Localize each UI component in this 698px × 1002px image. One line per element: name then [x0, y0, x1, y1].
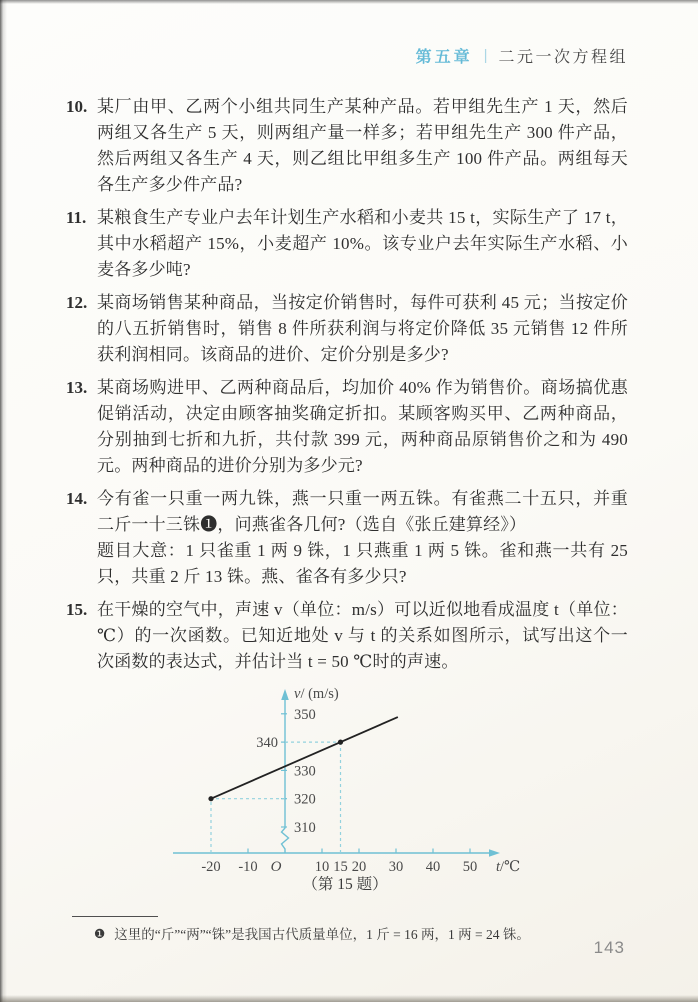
problem-paragraph: 今有雀一只重一两九铢，燕一只重一两五铢。有雀燕二十五只，并重二斤一十三铢❶，问燕雀各几何?（选自《张丘建算经》） — [97, 489, 628, 534]
x-tick-label: 50 — [462, 859, 478, 875]
problem-text — [97, 375, 628, 479]
origin-label: O — [270, 859, 282, 875]
chart-caption: （第 15 题） — [302, 876, 388, 893]
y-axis-label: v/ (m/s) — [294, 686, 339, 702]
data-point — [338, 740, 343, 745]
problem-text — [97, 597, 628, 675]
problem-number: 12. — [66, 293, 88, 312]
x-tick-label: 30 — [388, 859, 404, 875]
scan-edge-left — [0, 0, 7, 1002]
problem-item — [66, 94, 628, 198]
x-tick-label: 40 — [425, 859, 441, 875]
x-axis-arrow-icon — [489, 849, 500, 857]
problem-item — [66, 486, 628, 590]
problem-text — [97, 486, 628, 590]
problem-paragraph: 某商场销售某种商品，当按定价销售时，每件可获利 45 元；当按定价的八五折销售时，销售 8 件所获利润与将定价降低 35 元销售 12 件所获利润相同。该商品的进价、定价分别是多少? — [97, 293, 628, 364]
problem-number: 13. — [66, 378, 88, 397]
problem-text — [97, 205, 628, 283]
problem-number: 11. — [66, 208, 87, 227]
problem-list-area — [66, 94, 628, 944]
speed-temperature-graph — [155, 682, 595, 902]
chapter-title: 二元一次方程组 — [498, 49, 628, 66]
y-tick-label: 340 — [256, 735, 278, 752]
problem-number: 10. — [66, 97, 88, 116]
data-point — [208, 796, 213, 801]
footnote-line — [66, 925, 628, 944]
problem-number: 15. — [66, 600, 88, 619]
scan-edge-bottom — [0, 995, 698, 1002]
problem-item — [66, 205, 628, 283]
problem-paragraph: 某商场购进甲、乙两种商品后，均加价 40% 作为销售价。商场搞优惠促销活动，决定由顾客抽奖确定折扣。某顾客购买甲、乙两种商品，分别抽到七折和九折，共付款 399 元，两种商品原销售价之和为 490 元。两种商品的进价分别为多少元? — [97, 378, 628, 475]
function-line — [211, 717, 398, 799]
footnote — [66, 916, 628, 944]
y-tick-label: 330 — [294, 763, 316, 780]
x-tick-label: -20 — [201, 859, 221, 875]
problem-item — [66, 597, 628, 675]
x-tick-label: 20 — [351, 859, 367, 875]
y-tick-label: 350 — [294, 706, 316, 723]
y-axis — [282, 698, 289, 853]
footnote-rule — [72, 916, 158, 917]
problem-paragraph: 某粮食生产专业户去年计划生产水稻和小麦共 15 t，实际生产了 17 t，其中水稻超产 15%，小麦超产 10%。该专业户去年实际生产水稻、小麦各多少吨? — [97, 208, 628, 279]
problem-item — [66, 375, 628, 479]
footnote-marker-icon: ❶ — [94, 927, 106, 941]
problem-paragraph: 题目大意：1 只雀重 1 两 9 铢，1 只燕重 1 两 5 铢。雀和燕一共有 25 只，共重 2 斤 13 铢。燕、雀各有多少只? — [97, 541, 628, 586]
problem-text — [97, 94, 628, 198]
y-tick-label: 320 — [294, 791, 316, 808]
x-axis-label: t/℃ — [496, 859, 521, 875]
y-tick-label: 310 — [294, 820, 316, 836]
problem-list — [66, 94, 628, 675]
problem-paragraph: 某厂由甲、乙两个小组共同生产某种产品。若甲组先生产 1 天，然后两组又各生产 5 天，则两组产量一样多；若甲组先生产 300 件产品，然后两组又各生产 4 天，则乙组比甲组多生产 100 件产品。两组每天各生产多少件产品? — [97, 97, 628, 194]
scan-edge-top — [0, 0, 698, 4]
problem-text — [97, 290, 628, 368]
running-head — [416, 44, 628, 67]
x-tick-label: 15 — [333, 859, 348, 875]
page-number: 143 — [593, 938, 625, 957]
header-divider: | — [483, 47, 488, 64]
footnote-text: 这里的“斤”“两”“铢”是我国古代质量单位，1 斤 = 16 两，1 两 = 24 铢。 — [114, 927, 530, 942]
problem-number: 14. — [66, 489, 88, 508]
y-axis-arrow-icon — [281, 689, 289, 700]
chart-figure — [155, 682, 595, 902]
problem-item — [66, 290, 628, 368]
x-tick-label: -10 — [238, 859, 258, 875]
x-tick-label: 10 — [314, 859, 330, 875]
problem-paragraph: 在干燥的空气中，声速 v（单位：m/s）可以近似地看成温度 t（单位：℃）的一次函数。已知近地处 v 与 t 的关系如图所示，试写出这个一次函数的表达式，并估计当 t = 50 ℃时的声速。 — [97, 600, 628, 671]
chapter-label: 第五章 — [415, 49, 473, 66]
